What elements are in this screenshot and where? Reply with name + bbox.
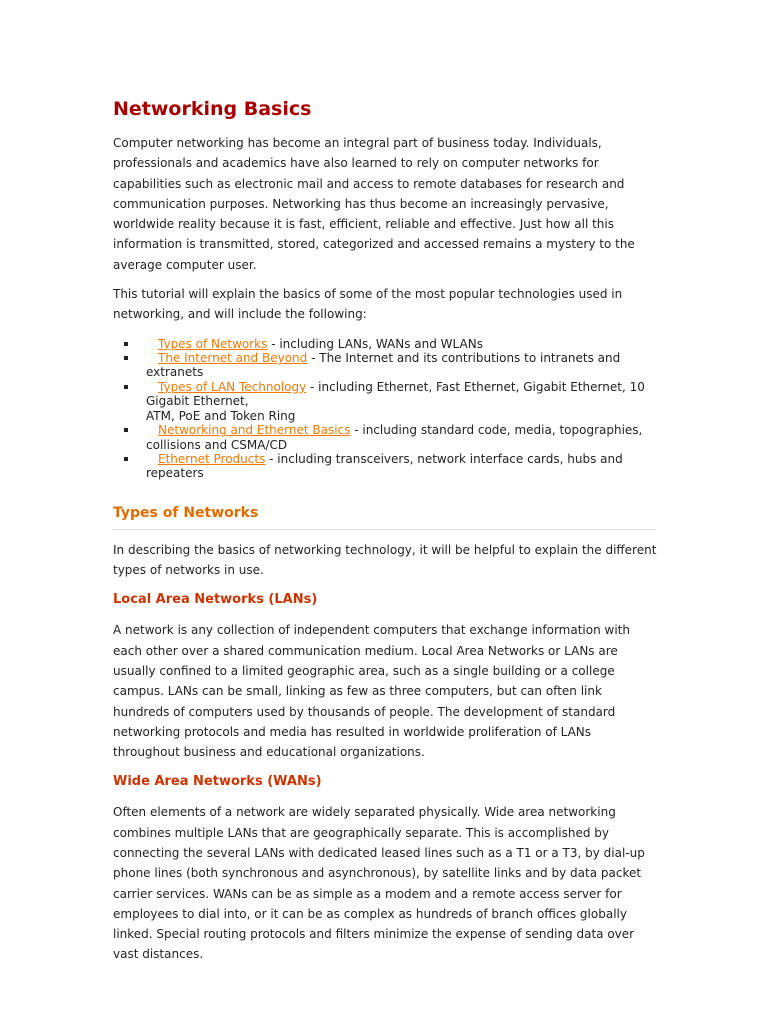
topic-description: - The Internet and its contributions to intranets and	[307, 351, 621, 366]
list-item	[113, 423, 658, 452]
tutorial-paragraph: This tutorial will explain the basics of some of the most popular technologies used in networking, and will include the following:	[113, 287, 623, 322]
bullet-icon	[124, 428, 128, 432]
list-item	[113, 452, 658, 481]
section-heading-lans: Local Area Networks (LANs)	[113, 592, 318, 608]
topic-description-continued: extranets	[146, 365, 204, 380]
lan-paragraph: A network is any collection of independent computers that exchange information with each other over a shared communication medium. Local Area Networks or LANs are usually confined to a limited geographic area, such as a single building or a college campus. LANs can be small, linking as few as three computers, but can often link hundreds of computers used by thousands of people. The development of standard networking protocols and media has resulted in worldwide proliferation of LANs throughout business and educational organizations.	[113, 623, 630, 760]
section-divider	[113, 529, 656, 530]
topic-description: - including transceivers, network interface cards, hubs and	[265, 451, 623, 466]
topic-description: - including standard code, media, topographies,	[350, 423, 643, 438]
topic-description-continued: Gigabit Ethernet,	[146, 394, 249, 409]
types-paragraph: In describing the basics of networking technology, it will be helpful to explain the different types of networks in use.	[113, 542, 657, 578]
section-heading-types-of-networks: Types of Networks	[113, 504, 259, 521]
bullet-icon	[124, 385, 128, 389]
bullet-icon	[124, 342, 128, 346]
topic-description-continued: repeaters	[146, 466, 204, 481]
link-types-of-networks[interactable]: Types of Networks	[158, 336, 268, 351]
wan-paragraph: Often elements of a network are widely separated physically. Wide area networking combines multiple LANs that are geographically separate. This is accomplished by connecting the several LANs with dedicated leased lines such as a T1 or a T3, by dial-up phone lines (both synchronous and asynchronous), by satellite links and by data packet carrier services. WANs can be as simple as a modem and a remote access server for employees to dial into, or it can be as complex as hundreds of branch offices globally linked. Special routing protocols and filters minimize the expense of sending data over vast distances.	[113, 805, 645, 962]
topic-description: - including LANs, WANs and WLANs	[267, 336, 483, 351]
link-types-of-lan-technology[interactable]: Types of LAN Technology	[158, 379, 307, 394]
topic-description-continued: collisions and CSMA/CD	[146, 437, 288, 452]
bullet-icon	[124, 356, 128, 360]
list-item	[113, 337, 658, 351]
list-item	[113, 380, 658, 423]
link-networking-and-ethernet-basics[interactable]: Networking and Ethernet Basics	[158, 423, 351, 438]
intro-paragraph: Computer networking has become an integral part of business today. Individuals, professionals and academics have also learned to rely on computer networks for capabilities such as electronic mail and access to remote databases for research and communication purposes. Networking has thus become an increasingly pervasive, worldwide reality because it is fast, efficient, reliable and effective. Just how all this information is transmitted, stored, categorized and accessed remains a mystery to the average computer user.	[113, 136, 635, 272]
topic-description: - including Ethernet, Fast Ethernet, Gigabit Ethernet, 10	[306, 379, 645, 394]
topic-description-continued: ATM, PoE and Token Ring	[146, 408, 296, 423]
page-title: Networking Basics	[113, 98, 312, 120]
topic-list	[113, 337, 658, 481]
article	[113, 96, 658, 965]
section-heading-wans: Wide Area Networks (WANs)	[113, 774, 322, 790]
list-item	[113, 351, 658, 380]
link-internet-and-beyond[interactable]: The Internet and Beyond	[158, 351, 308, 366]
link-ethernet-products[interactable]: Ethernet Products	[158, 451, 266, 466]
bullet-icon	[124, 457, 128, 461]
